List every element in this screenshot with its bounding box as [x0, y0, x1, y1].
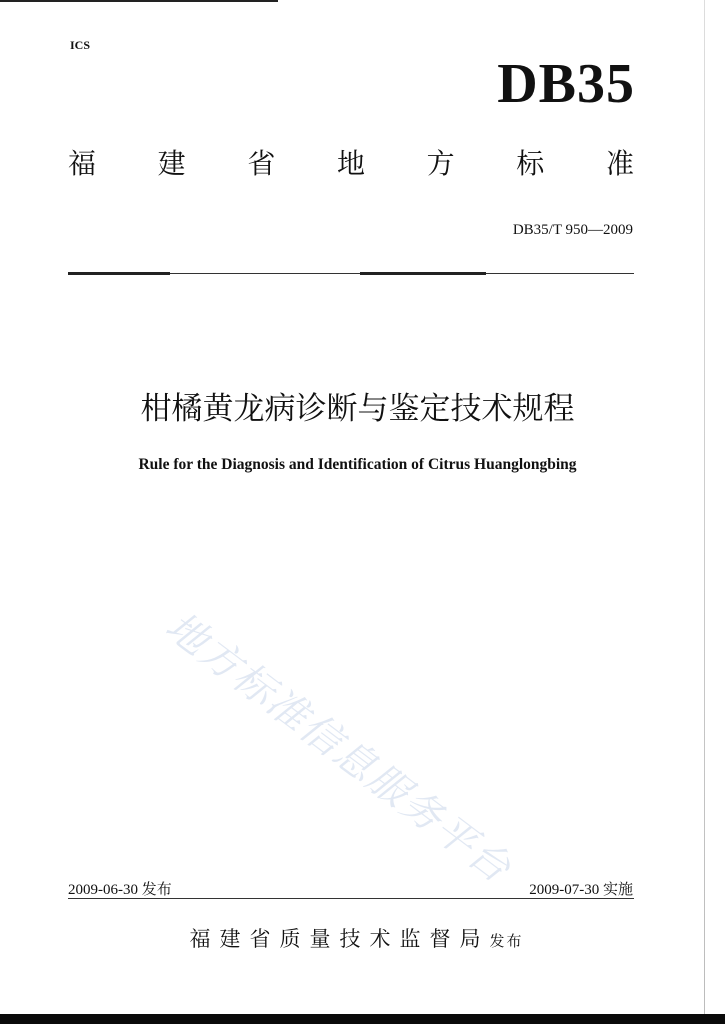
document-title-en: Rule for the Diagnosis and Identification of Citrus Huanglongbing	[138, 456, 577, 473]
standard-type-char: 省	[247, 147, 276, 180]
footer-divider	[68, 898, 634, 899]
issuer-name: 福建省质量技术监督局	[189, 927, 490, 951]
issuing-authority	[0, 923, 725, 953]
watermark: 地方标准信息服务平台	[156, 603, 521, 893]
standard-type-char: 地	[336, 147, 365, 180]
header-divider	[68, 273, 634, 274]
standard-type-char: 方	[426, 147, 455, 180]
standard-type-char: 福	[68, 147, 97, 180]
standard-type-char: 标	[516, 147, 545, 180]
page-edge	[704, 0, 705, 1024]
standard-type-title	[68, 147, 634, 180]
ics-label: ICS	[70, 38, 91, 52]
issue-date: 2009-06-30 发布	[68, 882, 172, 898]
standard-type-char: 准	[605, 147, 634, 180]
document-title-cn: 柑橘黄龙病诊断与鉴定技术规程	[140, 391, 575, 427]
standard-number: DB35/T 950—2009	[512, 222, 633, 238]
issuer-suffix: 发布	[489, 932, 524, 950]
bottom-bar	[0, 1014, 725, 1024]
top-rule	[0, 0, 278, 2]
standard-type-char: 建	[157, 147, 186, 180]
effective-date: 2009-07-30 实施	[529, 882, 633, 898]
standard-code: DB35	[497, 53, 635, 115]
